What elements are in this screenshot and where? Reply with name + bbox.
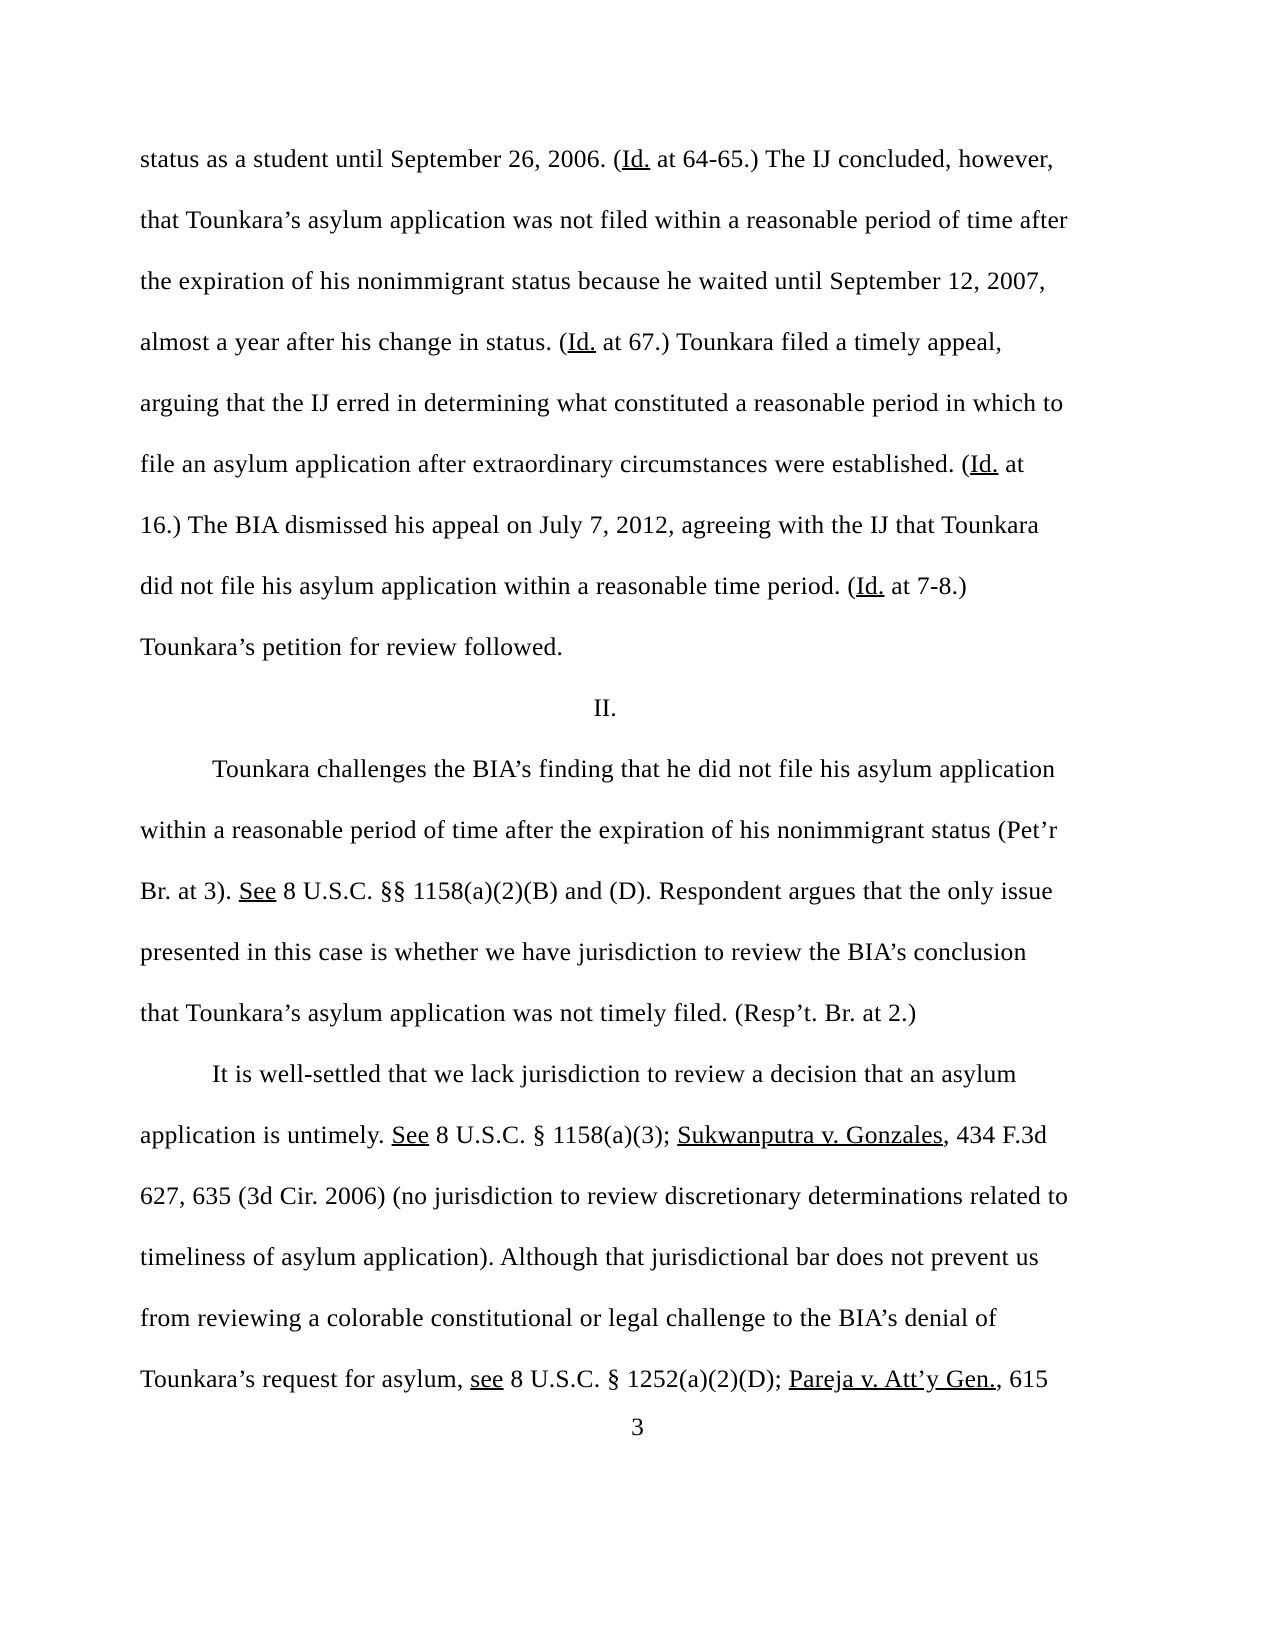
paragraph-3 [140,1043,1070,1409]
paragraph-1 [140,128,1070,677]
case-citation-sukwanputra: Sukwanputra v. Gonzales [677,1120,943,1149]
paragraph-1-segment-3: at 67.) Tounkara filed a timely appeal, arguing that the IJ erred in determining what constituted a reasonable period in which to file an asylum application after extraordinary circumstances were established. ( [140,327,1064,478]
case-citation-pareja: Pareja v. Att’y Gen. [788,1364,996,1393]
citation-signal-see-1: See [238,876,277,905]
paragraph-1-segment-1: status as a student until September 26, 2006. ( [140,144,622,173]
page-number: 3 [631,1412,644,1441]
citation-signal-see-3: see [470,1364,504,1393]
paragraph-1-segment-4: at 16.) The BIA dismissed his appeal on July 7, 2012, agreeing with the IJ that Tounkara did not file his asylum application within a reasonable time period. ( [140,449,1040,600]
paragraph-3-segment-4: 8 U.S.C. § 1252(a)(2)(D); [503,1364,789,1393]
citation-id-3: Id. [970,449,999,478]
paragraph-3-segment-3: , 434 F.3d 627, 635 (3d Cir. 2006) (no jurisdiction to review discretionary determinations related to timeliness of asylum application). Although that jurisdictional bar does not prevent us from reviewing a colorable constitutional or legal challenge to the BIA’s denial of Tounkara’s request for asylum, [140,1120,1069,1393]
citation-signal-see-2: See [391,1120,430,1149]
paragraph-3-segment-5: , 615 [995,1364,1049,1393]
citation-id-1: Id. [621,144,651,173]
paragraph-2 [140,738,1070,1043]
paragraph-1-segment-5: at 7-8.) Tounkara’s petition for review followed. [140,571,968,661]
document-body [140,128,1070,1409]
section-heading-ii: II. [593,693,617,722]
paragraph-3-segment-1: It is well-settled that we lack jurisdiction to review a decision that an asylum application is untimely. [140,1059,1017,1149]
paragraph-1-segment-2: at 64-65.) The IJ concluded, however, that Tounkara’s asylum application was not filed within a reasonable period of time after the expiration of his nonimmigrant status because he waited until September 12, 2007, almost a year after his change in status. ( [140,144,1068,356]
paragraph-2-segment-2: 8 U.S.C. §§ 1158(a)(2)(B) and (D). Respondent argues that the only issue presented in this case is whether we have jurisdiction to review the BIA’s conclusion that Tounkara’s asylum application was not timely filed. (Resp’t. Br. at 2.) [140,876,1053,1027]
citation-id-4: Id. [856,571,885,600]
citation-id-2: Id. [567,327,597,356]
paragraph-3-segment-2: 8 U.S.C. § 1158(a)(3); [429,1120,678,1149]
paragraph-2-segment-1: Tounkara challenges the BIA’s finding that he did not file his asylum application within a reasonable period of time after the expiration of his nonimmigrant status (Pet’r Br. at 3). [140,754,1058,905]
